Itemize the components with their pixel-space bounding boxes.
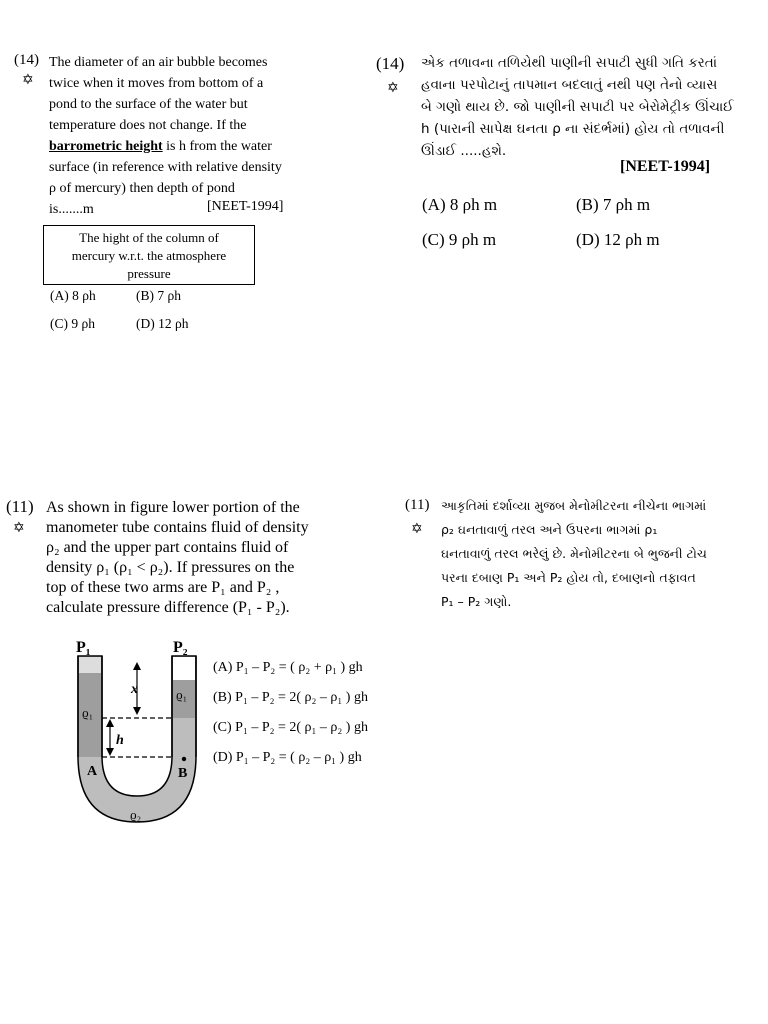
q14-gu-line: બે ગણો થાય છે. જો પાણીની સપાટી પર બેરોમેટ્રીક ઊંચાઈ: [421, 99, 734, 115]
q14-en-option-c: (C) 9 ρh: [50, 316, 95, 331]
q14-en-text: [49, 52, 299, 220]
h-label: h: [116, 733, 124, 748]
q11-en-line: manometer tube contains fluid of density: [46, 519, 309, 536]
definition-box: [43, 225, 255, 285]
point-a-label: A: [87, 764, 98, 779]
star-icon: ✡: [13, 521, 25, 536]
q14-en-number: (14): [14, 52, 39, 68]
q14-en-line: [49, 136, 299, 157]
q11-en-line: calculate pressure difference (P₁ - P₂).: [46, 599, 290, 616]
star-icon: ✡: [22, 73, 34, 88]
q14-gu-option-a: (A) 8 ρh m: [422, 195, 498, 214]
q11-en-line: top of these two arms are P₁ and P₂ ,: [46, 579, 280, 596]
rho2-label: ϱ₂: [130, 807, 142, 822]
q14-gu-option-d: (D) 12 ρh m: [576, 230, 660, 249]
q14-gu-option-c: (C) 9 ρh m: [422, 230, 497, 249]
left-arm-empty: [79, 657, 101, 673]
q14-gu-text: [421, 52, 734, 162]
q11-en-line: density ρ₁ (ρ₁ < ρ₂). If pressures on the: [46, 559, 295, 576]
definition-line: The hight of the column of: [79, 230, 219, 245]
q14-en-line: is.......m: [49, 202, 94, 217]
q11-en-line: ρ₂ and the upper part contains fluid of: [46, 539, 289, 556]
star-icon: ✡: [387, 81, 399, 96]
q11-gu-line: ρ₂ ઘનતાવાળું તરલ અને ઉપરના ભાગમાં ρ₁: [441, 522, 658, 537]
rho1-left-label: ϱ₁: [82, 705, 94, 720]
q14-en-line: The diameter of an air bubble becomes: [49, 55, 268, 70]
point-b-label: B: [178, 766, 188, 781]
q14-en-option-b: (B) 7 ρh: [136, 288, 181, 303]
q14-en-line: temperature does not change. If the: [49, 118, 247, 133]
point-b-marker: [182, 757, 186, 761]
q11-gu-line: પરના દબાણ P₁ અને P₂ હોય તો, દબાણનો તફાવત: [441, 570, 696, 585]
manometer-figure: [70, 636, 210, 830]
q11-en-number: (11): [6, 497, 34, 516]
q14-gu-reference: [NEET-1994]: [620, 158, 711, 175]
q14-en-line: from the water: [189, 139, 272, 154]
q11-option-b: (B) P₁ – P₂ = 2( ρ₂ – ρ₁ ) gh: [213, 690, 368, 705]
definition-line: pressure: [127, 266, 171, 281]
q14-en-reference: [NEET-1994]: [207, 199, 284, 214]
q11-gu-line: આકૃતિમાં દર્શાવ્યા મુજબ મેનોમીટરના નીચેના ભાગમાં: [441, 498, 707, 513]
definition-line: mercury w.r.t. the atmosphere: [71, 248, 227, 263]
x-label: x: [131, 682, 138, 697]
q11-en-text: [46, 498, 346, 618]
q11-option-a: (A) P₁ – P₂ = ( ρ₂ + ρ₁ ) gh: [213, 660, 363, 675]
q11-en-line: As shown in figure lower portion of the: [46, 499, 300, 516]
q11-gu-line: ઘનતાવાળું તરલ ભરેલું છે. મેનોમીટરના બે ભુજની ટોચ: [441, 546, 707, 561]
barometric-height-term: barrometric height: [49, 139, 163, 154]
q11-option-c: (C) P₁ – P₂ = 2( ρ₁ – ρ₂ ) gh: [213, 720, 368, 735]
is-h-text: is h: [162, 139, 190, 154]
p1-label: P₁: [76, 639, 91, 656]
rho1-right-label: ϱ₁: [176, 687, 188, 702]
star-icon: ✡: [411, 522, 423, 537]
q11-gu-line: P₁ – P₂ ગણો.: [441, 594, 512, 609]
q11-gu-text: [441, 494, 751, 614]
p2-label: P₂: [173, 639, 188, 656]
q11-option-d: (D) P₁ – P₂ = ( ρ₂ – ρ₁ ) gh: [213, 750, 362, 765]
q14-gu-line: ઊંડાઈ .....હશે.: [421, 143, 507, 159]
q14-en-option-a: (A) 8 ρh: [50, 288, 96, 303]
q14-gu-number: (14): [376, 54, 405, 73]
q14-en-line: pond to the surface of the water but: [49, 97, 248, 112]
q11-gu-number: (11): [405, 497, 430, 513]
q14-en-line: surface (in reference with relative density: [49, 160, 282, 175]
q14-gu-line: હવાના પરપોટાનું તાપમાન બદલાતું નથી પણ તેનો વ્યાસ: [421, 77, 718, 93]
q14-en-line: twice when it moves from bottom of a: [49, 76, 264, 91]
q14-gu-option-b: (B) 7 ρh m: [576, 195, 651, 214]
q14-en-option-d: (D) 12 ρh: [136, 316, 189, 331]
q14-en-line: ρ of mercury) then depth of pond: [49, 181, 235, 196]
q14-gu-line: h (પારાની સાપેક્ષ ઘનતા ρ ના સંદર્ભમાં) હોય તો તળાવની: [421, 121, 725, 137]
q14-gu-line: એક તળાવના તળિયેથી પાણીની સપાટી સુધી ગતિ કરતાં: [421, 55, 718, 71]
